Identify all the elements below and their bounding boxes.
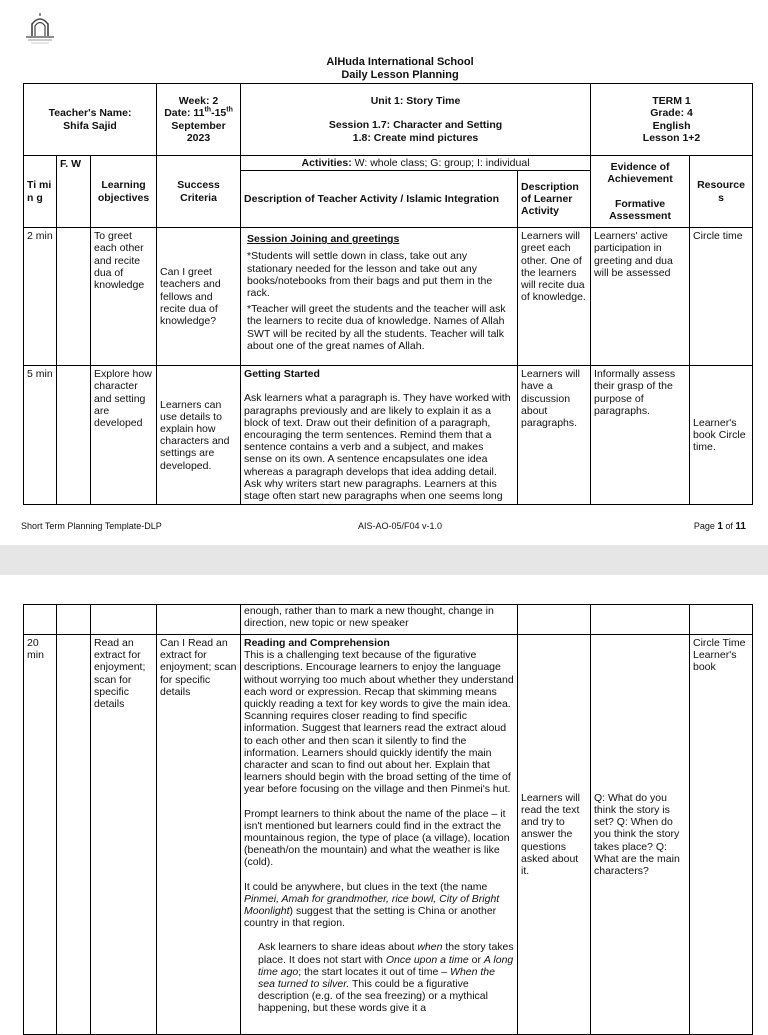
row-criteria: Can I greet teachers and fellows and recite dua of knowledge? <box>157 228 241 366</box>
grade: Grade: 4 <box>650 107 693 120</box>
date-range: Date: 11th-15th <box>164 106 233 120</box>
footer-code: AIS-AO-05/F04 v-1.0 <box>357 521 443 531</box>
row-objective: To greet each other and recite dua of knowledge <box>91 228 157 366</box>
lesson-plan-table-continued <box>23 604 753 1035</box>
unit-cell <box>241 84 591 156</box>
col-criteria: Success Criteria <box>157 156 241 228</box>
activities-key: Activities: W: whole class; G: group; I: individual <box>241 156 591 171</box>
row-objective: Explore how character and setting are developed <box>91 366 157 505</box>
row-fw <box>57 228 91 366</box>
teacher-cell <box>24 84 157 156</box>
term: TERM 1 <box>652 95 691 108</box>
document-subtitle: Daily Lesson Planning <box>341 69 459 81</box>
col-resources: Resource s <box>690 156 753 228</box>
subject: English <box>652 119 691 132</box>
continuation-text: enough, rather than to mark a new thought, change in direction, new topic or new speaker <box>241 605 518 635</box>
page-gap <box>0 545 768 575</box>
teacher-label: Teacher's Name: <box>48 107 132 120</box>
date-cell <box>157 84 241 156</box>
row-assessment: Learners' active participation in greeting and dua will be assessed <box>591 228 690 366</box>
row-heading: Getting Started <box>244 368 320 381</box>
row-time: 20 min <box>24 635 57 1035</box>
lesson-plan-table <box>23 83 753 505</box>
school-logo-icon <box>20 12 60 46</box>
table-row <box>24 228 753 366</box>
row-resources: Learner's book Circle time. <box>690 366 753 505</box>
unit-title: Unit 1: Story Time <box>370 95 461 108</box>
col-teacher-activity: Description of Teacher Activity / Islamic Integration <box>241 171 518 228</box>
row-teacher-activity: Reading and Comprehension This is a challenging text because of the figurative descriptions. Encourage learners to enjoy the language without worrying too much about whether they understand each word or expression. Recap that skimming means quickly reading a text for key words to give the main idea. Scanning requires closer reading to find specific information. Suggest that learners read the extract aloud to each other and then scan it silently to find the information. Learners should quickly identify the main character and scan to find out about her. Explain that learners should begin with the broad setting of the time of year before focusing on the village and then Pinmei's hut. Prompt learners to think about the name of the place – it isn't mentioned but learners could find in the extract the mountainous region, the type of place (a village), location (beneath/on the mountain) and what the weather is like (cold). It could be anywhere, but clues in the text (the name Pinmei, Amah for grandmother, rice bowl, City of Bright Moonlight) suggest that the setting is China or another country in that region. Ask learners to share ideas about when the story takes place. It does not start with Once upon a time or A long time ago; the start locates it out of time – When the sea turned to silver. This could be a figurative description (e.g. of the sea freezing) or a mythical happening, but these words give it a <box>241 635 518 1035</box>
table-row <box>24 605 753 635</box>
school-name: AlHuda International School <box>326 56 474 68</box>
session-subtitle: 1.8: Create mind pictures <box>352 131 479 144</box>
row-time: 5 min <box>24 366 57 505</box>
session-title: Session 1.7: Character and Setting <box>328 119 503 132</box>
footer-page-number: Page 1 of 11 <box>693 521 746 532</box>
table-row <box>24 366 753 505</box>
row-heading: Reading and Comprehension <box>244 637 390 649</box>
date-year: 2023 <box>186 131 211 144</box>
row-assessment: Informally assess their grasp of the purpose of paragraphs. <box>591 366 690 505</box>
page-2 <box>0 575 768 1024</box>
row-resources: Circle Time Learner's book <box>690 635 753 1035</box>
row-teacher-activity: Getting Started Ask learners what a paragraph is. They have worked with paragraphs previously and are likely to explain it as a block of text. Draw out their definition of a paragraph, encouraging the term sentences. Remind them that a sentence contains a verb and a subject, and makes sense on its own. A sentence encapsulates one idea whereas a paragraph develops that idea adding detail. Ask why writers start new paragraphs. Learners at this stage often start new paragraphs when one seems long <box>241 366 518 505</box>
col-evidence: Evidence of Achievement Formative Assessment <box>591 156 690 228</box>
row-resources: Circle time <box>690 228 753 366</box>
col-timing: Ti mi n g <box>24 156 57 228</box>
row-fw <box>57 366 91 505</box>
lesson: Lesson 1+2 <box>642 131 701 144</box>
row-time: 2 min <box>24 228 57 366</box>
term-cell <box>591 84 753 156</box>
row-learner-activity: Learners will read the text and try to answer the questions asked about it. <box>518 635 591 1035</box>
row-learner-activity: Learners will greet each other. One of the learners will recite dua of knowledge. <box>518 228 591 366</box>
col-fw: F. W <box>57 156 91 228</box>
date-month: September <box>171 119 226 132</box>
col-objectives: Learning objectives <box>91 156 157 228</box>
row-objective: Read an extract for enjoyment; scan for specific details <box>91 635 157 1035</box>
col-learner-activity: Description of Learner Activity <box>518 171 591 228</box>
row-learner-activity: Learners will have a discussion about paragraphs. <box>518 366 591 505</box>
row-fw <box>57 635 91 1035</box>
table-row <box>24 635 753 1035</box>
row-teacher-activity: Session Joining and greetings *Students will settle down in class, take out any stationary needed for the lesson and take out any books/notebooks from their bags and put them in the rack. *Teacher will greet the students and the teacher will ask the learners to recite dua of knowledge. Names of Allah SWT will be recited by all the students. Teacher will talk about one of the great names of Allah. <box>241 228 518 366</box>
week: Week: 2 <box>178 95 219 108</box>
teacher-name: Shifa Sajid <box>63 119 117 132</box>
row-assessment: Q: What do you think the story is set? Q: When do you think the story takes place? Q: What are the main characters? <box>591 635 690 1035</box>
row-heading: Session Joining and greetings <box>247 233 400 246</box>
footer-template: Short Term Planning Template-DLP <box>21 521 162 531</box>
row-criteria: Learners can use details to explain how characters and settings are developed. <box>157 366 241 505</box>
row-criteria: Can I Read an extract for enjoyment; scan for specific details <box>157 635 241 1035</box>
